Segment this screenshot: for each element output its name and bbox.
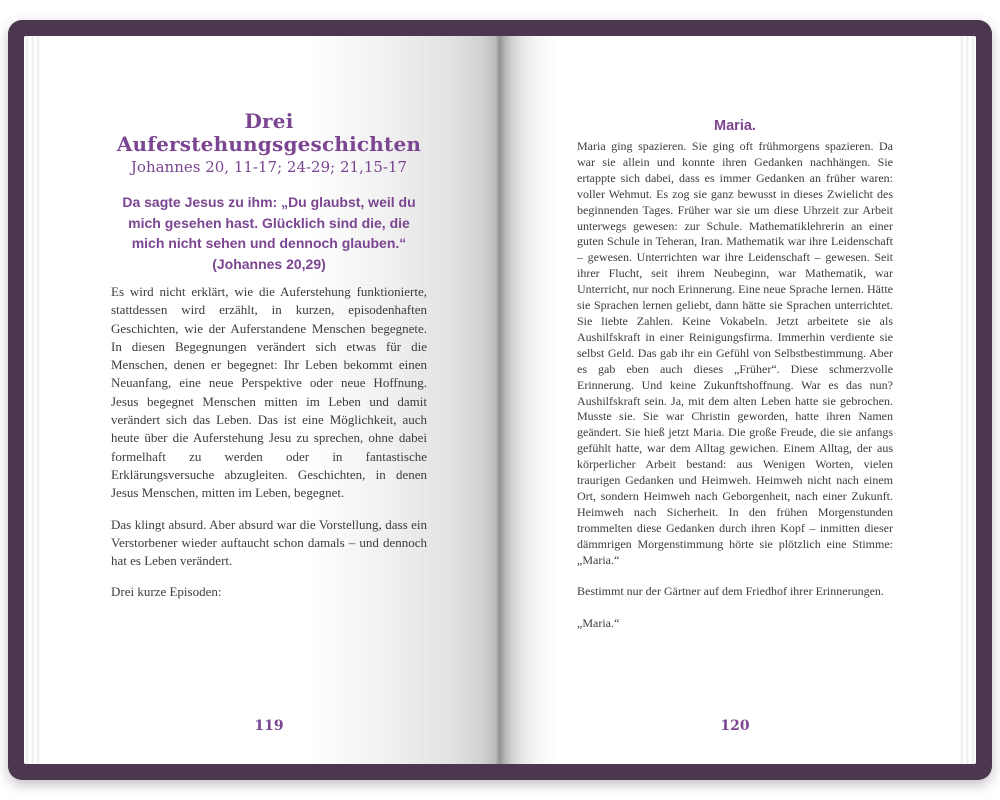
page-number-left: 119 <box>254 718 284 734</box>
right-page <box>500 36 959 764</box>
bible-quote: Da sagte Jesus zu ihm: „Du glaubst, weil du mich gesehen hast. Glücklich sind die, die mich nicht sehen und dennoch glauben.“ (Johannes 20,29) <box>122 194 416 272</box>
right-page-paragraph: „Maria.“ <box>577 616 620 631</box>
chapter-title: Drei Auferstehungsgeschichten <box>116 109 422 156</box>
left-page-paragraph: Drei kurze Episoden: <box>111 584 222 600</box>
right-page-paragraph: Bestimmt nur der Gärtner auf dem Friedhof ihrer Erinnerungen. <box>577 584 884 599</box>
book-cover <box>8 20 992 780</box>
left-page-paragraph: Das klingt absurd. Aber absurd war die Vorstellung, dass ein Verstorbener wieder auftaucht schon damals – und dennoch hat es Leben verändert. <box>111 516 427 569</box>
left-page <box>41 36 500 764</box>
page-number-right: 120 <box>720 718 750 734</box>
page-stack-edge-left <box>24 36 41 764</box>
chapter-subtitle: Johannes 20, 11-17; 24-29; 21,15-17 <box>130 158 408 176</box>
left-page-paragraph: Es wird nicht erklärt, wie die Auferstehung funktionierte, stattdessen wird erzählt, in kurzen, episodenhaften Geschichten, wie der Auferstandene Menschen begegnete. In diesen Begegnungen verändert sich etwas für die Menschen, denen er begegnet: Ihr Leben bekommt einen Neuanfang, eine neue Perspektive oder neue Hoffnung. Jesus begegnet Menschen mitten im Leben und damit verändert sich das Leben. Das ist eine Möglichkeit, auch heute über die Auferstehung Jesu zu sprechen, ohne dabei formelhaft zu werden oder in fantastische Erklärungsversuche abzugleiten. Geschichten, in denen Jesus Menschen, mitten im Leben, begegnet. <box>111 284 427 501</box>
left-page-text-column <box>111 110 427 602</box>
right-page-paragraph: Maria ging spazieren. Sie ging oft frühmorgens spazieren. Da war sie allein und konnte ihren Gedanken nachhängen. Sie ertappte sich dabei, dass es immer Gedanken an früher waren: voller Wehmut. Es zog sie ganz bewusst in dieses Zwielicht des beginnenden Tages. Früher war sie um diese Uhrzeit zur Arbeit unterwegs gewesen: zur Schule. Mathematiklehrerin an einer guten Schule in Teheran, Iran. Mathematik war ihre Leidenschaft – gewesen. Unterrichten war ihre Leidenschaft – gewesen. Seit ihrer Flucht, seit ihrem Neubeginn, war Mathematik, war Unterricht, nur noch Erinnerung. Eine neue Sprache lernen. Hätte sie Sprachen lernen geliebt, dann hätte sie Sprachen unterrichtet. Sie liebte Zahlen. Keine Vokabeln. Jetzt arbeitete sie als Aushilfskraft in einer Reinigungsfirma. Immerhin verdiente sie selbst Geld. Das gab ihr ein Gefühl von Selbstbestimmung. Aber es gab eben auch dieses „Früher“. Diese schmerzvolle Erinnerung. Und keine Zukunftshoffnung. War es das nun? Aushilfskraft sein. Ja, mit dem alten Leben hatte sie gebrochen. Musste sie. Sie war Christin geworden, hatte ihren Namen geändert. Sie hieß jetzt Maria. Die große Freude, die sie anfangs gefühlt hatte, war dem Alltag gewichen. Einem Alltag, der aus körperlicher Arbeit bestand: aus Wenigen Worten, vielen traurigen Gedanken und Heimweh. Heimweh nicht nach einem Ort, sondern Heimweh nach Geborgenheit, nach einer Zukunft. Heimweh nach Sicherheit. In den frühen Morgenstunden trommelten diese Gedanken durch ihren Kopf – inmitten dieser dämmrigen Morgenstimmung hörte sie plötzlich eine Stimme: „Maria.“ <box>577 139 893 567</box>
story-title: Maria. <box>714 118 756 134</box>
right-page-text-column <box>577 118 893 632</box>
book-pages <box>24 36 976 764</box>
page-stack-edge-right <box>959 36 976 764</box>
